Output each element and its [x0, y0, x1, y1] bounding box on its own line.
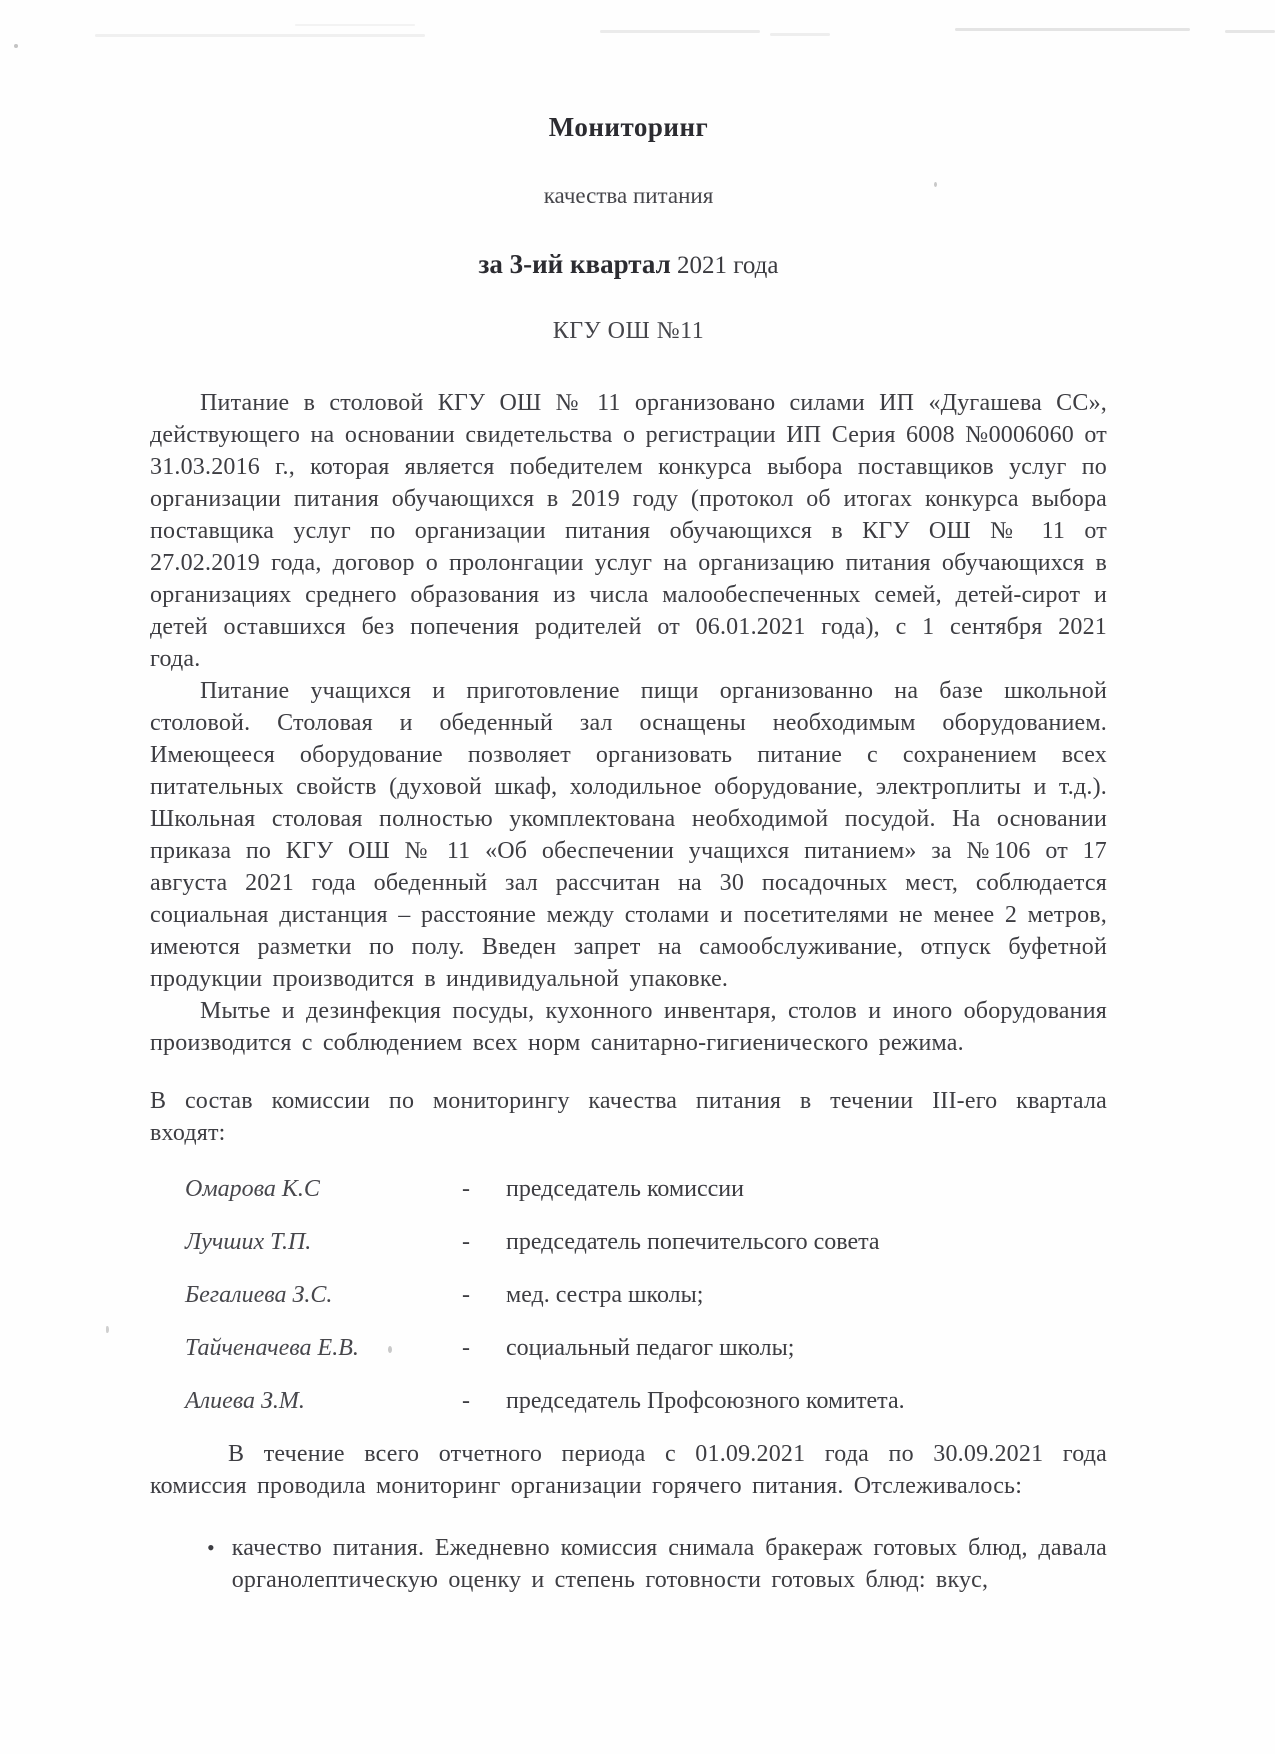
paragraph-canteen-equipment: Питание учащихся и приготовление пищи организованно на базе школьной столовой. Столовая и обеденный зал оснащены необходимым оборудованием. Имеющееся оборудование позволяет организовать питание с сохранением всех питательных свойств (духовой шкаф, холодильное оборудование, электроплиты и т.д.). Школьная столовая полностью укомплектована необходимой посудой. На основании приказа по КГУ ОШ № 11 «Об обеспечении учащихся питанием» за №106 от 17 августа 2021 года обеденный зал рассчитан на 30 посадочных мест, соблюдается социальная дистанция – расстояние между столами и посетителями не менее 2 метров, имеются разметки по полу. Введен запрет на самообслуживание, отпуск буфетной продукции производится в индивидуальной упаковке. — [150, 678, 1107, 992]
scan-artifact-speck — [14, 44, 18, 48]
commission-members-list — [185, 1173, 1107, 1417]
dash-separator: - — [462, 1388, 470, 1414]
member-role: социальный педагог школы; — [506, 1335, 795, 1361]
member-name: Тайченачева Е.В. — [185, 1335, 359, 1361]
document-school-name: КГУ ОШ №11 — [552, 318, 705, 344]
scan-artifact-speck — [106, 1326, 109, 1333]
document-title: Мониторинг — [548, 112, 709, 142]
member-role: мед. сестра школы; — [506, 1282, 704, 1308]
commission-member-row — [185, 1279, 1107, 1311]
commission-member-row — [185, 1332, 1107, 1364]
member-name: Бегалиева З.С. — [185, 1282, 333, 1308]
member-role: председатель Профсоюзного комитета. — [506, 1388, 905, 1414]
member-name: Алиева З.М. — [185, 1388, 305, 1414]
document-period-year: 2021 года — [670, 252, 779, 279]
member-role: председатель попечительсого совета — [506, 1229, 880, 1255]
document-period-quarter: за 3-ий квартал — [478, 249, 671, 279]
document-subtitle: качества питания — [543, 183, 714, 208]
paragraph-monitoring-period: В течение всего отчетного периода с 01.09.2021 года по 30.09.2021 года комиссия проводила мониторинг организации горячего питания. Отслеживалось: — [150, 1441, 1107, 1499]
bullet-icon: • — [207, 1535, 215, 1560]
dash-separator: - — [462, 1335, 470, 1361]
document-period-line — [150, 249, 1107, 280]
commission-member-row — [185, 1385, 1107, 1417]
commission-member-row — [185, 1173, 1107, 1205]
document-content — [150, 0, 1107, 1596]
bullet-item-food-quality — [150, 1532, 1107, 1596]
member-role: председатель комиссии — [506, 1176, 744, 1202]
member-name: Омарова К.С — [185, 1176, 320, 1202]
scan-artifact-streak — [1225, 30, 1275, 33]
bullet-text: качество питания. Ежедневно комиссия снимала бракераж готовых блюд, давала органолептическую оценку и степень готовности готовых блюд: вкус, — [231, 1535, 1107, 1593]
dash-separator: - — [462, 1176, 470, 1202]
commission-member-row — [185, 1226, 1107, 1258]
dash-separator: - — [462, 1229, 470, 1255]
paragraph-catering-provider: Питание в столовой КГУ ОШ № 11 организовано силами ИП «Дугашева СС», действующего на основании свидетельства о регистрации ИП Серия 6008 №0006060 от 31.03.2016 г., которая является победителем конкурса выбора поставщиков услуг по организации питания обучающихся в 2019 году (протокол об итогах конкурса выбора поставщика услуг по организации питания обучающихся в КГУ ОШ № 11 от 27.02.2019 года, договор о пролонгации услуг на организацию питания обучающихся в организациях среднего образования из числа малообеспеченных семей, детей-сирот и детей оставшихся без попечения родителей от 06.01.2021 года), с 1 сентября 2021 года. — [150, 390, 1107, 672]
paragraph-sanitary-regime: Мытье и дезинфекция посуды, кухонного инвентаря, столов и иного оборудования производится с соблюдением всех норм санитарно-гигиенического режима. — [150, 998, 1107, 1056]
paragraph-commission-intro: В состав комиссии по мониторингу качества питания в течении III-его квартала входят: — [150, 1088, 1107, 1146]
dash-separator: - — [462, 1282, 470, 1308]
member-name: Лучших Т.П. — [185, 1229, 312, 1255]
